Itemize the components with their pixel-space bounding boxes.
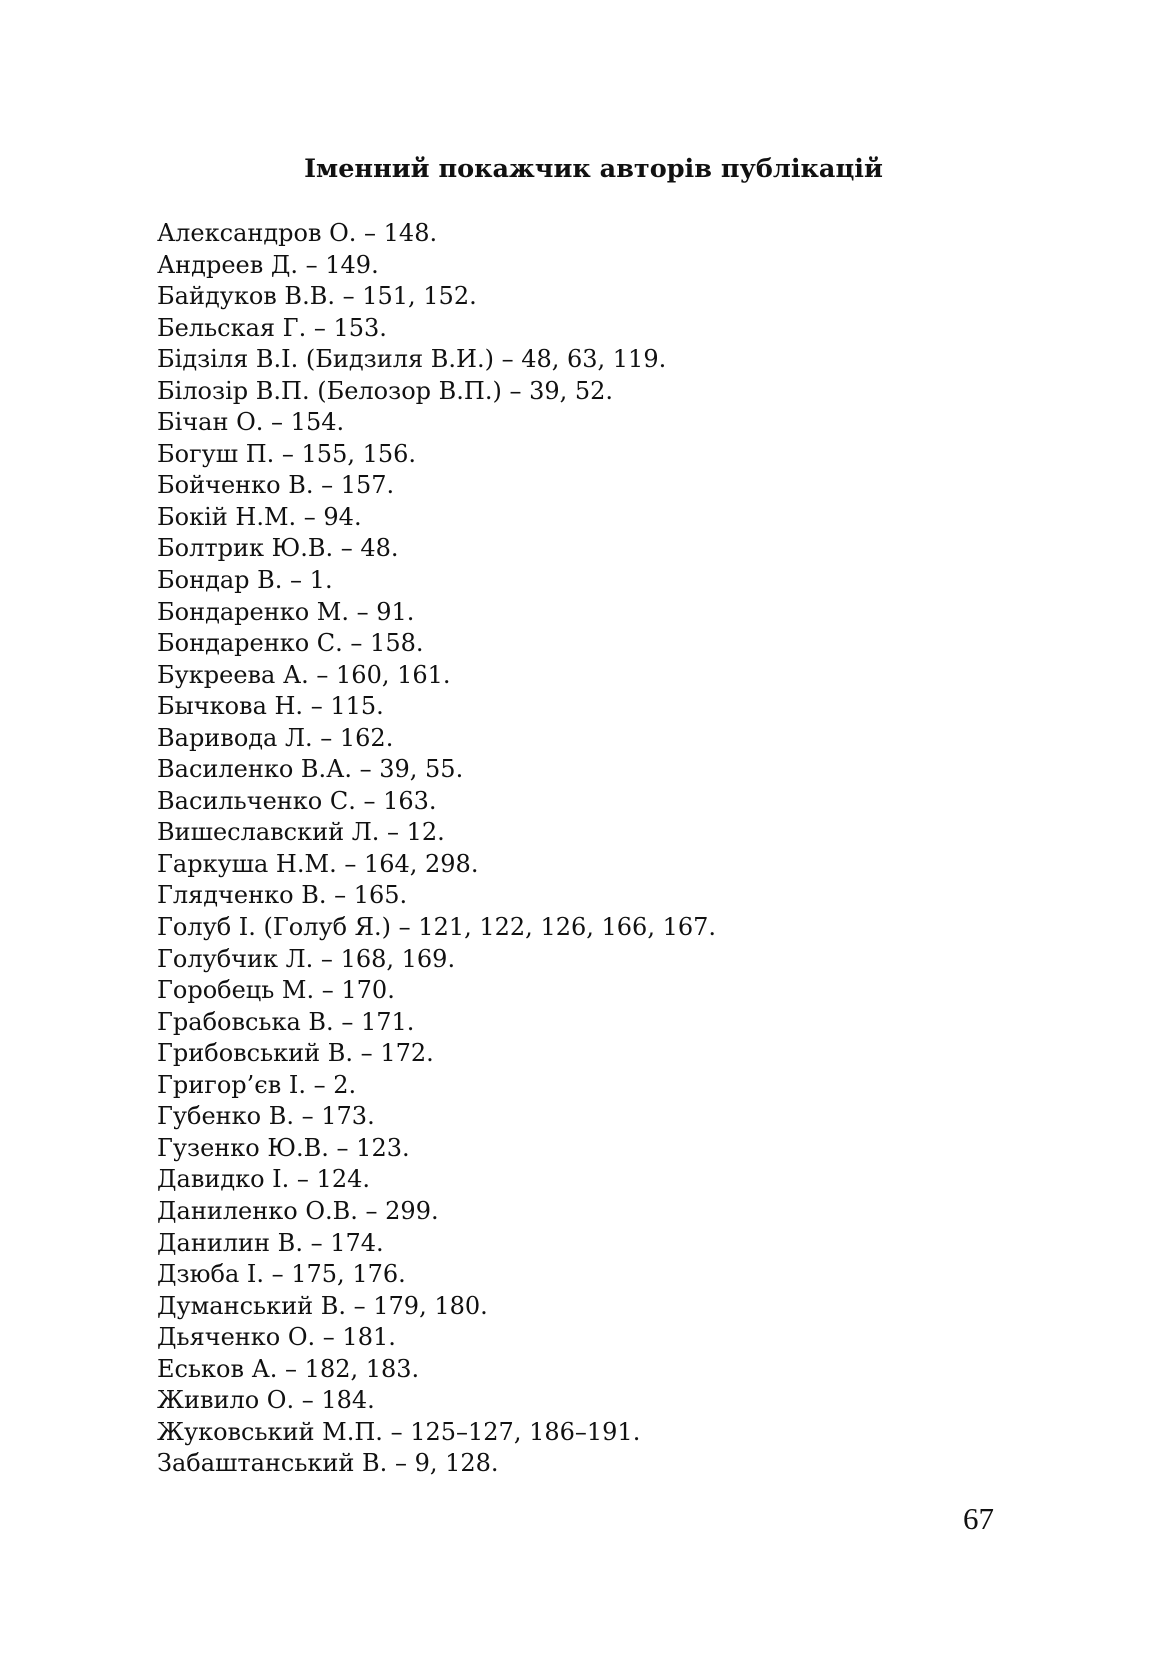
index-entry: Губенко В. – 173. [157, 1102, 375, 1131]
index-entry: Гаркуша Н.М. – 164, 298. [157, 849, 479, 878]
index-entry: Бондаренко С. – 158. [157, 629, 424, 658]
index-entry: Жуковський М.П. – 125–127, 186–191. [157, 1417, 641, 1446]
index-entry: Глядченко В. – 165. [157, 881, 408, 910]
index-entry: Бідзіля В.І. (Бидзиля В.И.) – 48, 63, 119. [157, 345, 667, 374]
index-entry: Василенко В.А. – 39, 55. [157, 755, 464, 784]
index-entry: Дьяченко О. – 181. [157, 1323, 396, 1352]
index-entry: Голуб І. (Голуб Я.) – 121, 122, 126, 166, 167. [157, 913, 717, 942]
index-entry: Бондаренко М. – 91. [157, 597, 415, 626]
index-entry: Бічан О. – 154. [157, 408, 345, 437]
index-entry: Еськов А. – 182, 183. [157, 1354, 420, 1383]
index-entry: Живило О. – 184. [157, 1386, 375, 1415]
index-entry: Букреева А. – 160, 161. [157, 660, 451, 689]
index-entry: Бельская Г. – 153. [157, 313, 387, 342]
index-entry: Данилин В. – 174. [157, 1228, 384, 1257]
index-entry: Бычкова Н. – 115. [157, 692, 384, 721]
index-entry: Голубчик Л. – 168, 169. [157, 944, 456, 973]
index-entry: Григор’єв І. – 2. [157, 1070, 357, 1099]
index-entry: Гузенко Ю.В. – 123. [157, 1133, 410, 1162]
author-index-list [157, 218, 716, 1480]
index-entry: Забаштанський В. – 9, 128. [157, 1449, 499, 1478]
index-entry: Дзюба І. – 175, 176. [157, 1260, 406, 1289]
index-entry: Богуш П. – 155, 156. [157, 439, 417, 468]
index-entry: Даниленко О.В. – 299. [157, 1196, 439, 1225]
index-entry: Варивода Л. – 162. [157, 723, 394, 752]
index-entry: Думанський В. – 179, 180. [157, 1291, 488, 1320]
index-entry: Вишеславский Л. – 12. [157, 818, 445, 847]
index-entry: Давидко І. – 124. [157, 1165, 370, 1194]
index-entry: Грибовський В. – 172. [157, 1039, 434, 1068]
index-entry: Андреев Д. – 149. [157, 250, 379, 279]
index-entry: Бондар В. – 1. [157, 566, 333, 595]
index-entry: Байдуков В.В. – 151, 152. [157, 282, 477, 311]
index-entry: Бойченко В. – 157. [157, 471, 395, 500]
index-entry: Болтрик Ю.В. – 48. [157, 534, 399, 563]
index-entry: Александров О. – 148. [157, 219, 438, 247]
index-entry: Горобець М. – 170. [157, 976, 395, 1005]
index-entry: Білозір В.П. (Белозор В.П.) – 39, 52. [157, 376, 614, 405]
index-entry: Грабовська В. – 171. [157, 1007, 415, 1036]
index-entry: Васильченко С. – 163. [157, 786, 437, 815]
page-number: 67 [963, 1501, 994, 1536]
page-title: Іменний покажчик авторів публікацій [304, 154, 883, 184]
index-entry: Бокій Н.М. – 94. [157, 502, 362, 531]
